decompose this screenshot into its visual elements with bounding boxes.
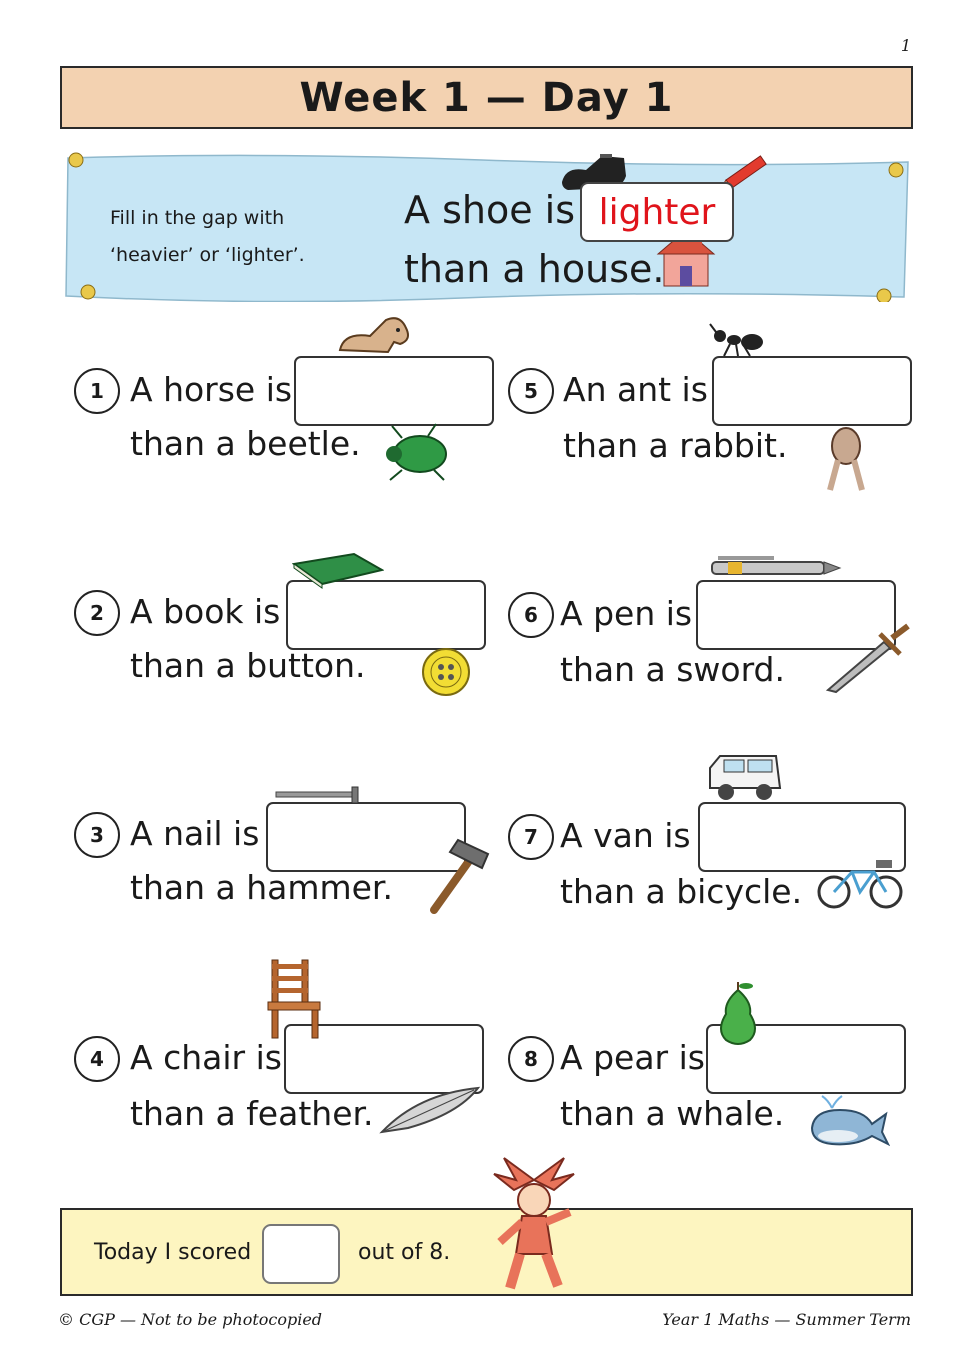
question-number: 7 bbox=[508, 814, 554, 860]
rabbit-icon bbox=[824, 424, 868, 492]
question-text-line-2: than a whale. bbox=[560, 1094, 785, 1133]
question-text-line-1: A pen is bbox=[560, 594, 693, 633]
footer-course: Year 1 Maths — Summer Term bbox=[662, 1310, 911, 1329]
question-number: 5 bbox=[508, 368, 554, 414]
question-number: 8 bbox=[508, 1036, 554, 1082]
feather-icon bbox=[378, 1084, 482, 1136]
chair-icon bbox=[262, 958, 324, 1040]
nail-icon bbox=[272, 786, 362, 804]
question-text-line-2: than a rabbit. bbox=[563, 426, 788, 465]
question-text-line-1: A van is bbox=[560, 816, 691, 855]
question-text-line-1: An ant is bbox=[563, 370, 708, 409]
question-text-line-2: than a button. bbox=[130, 646, 366, 685]
whale-icon bbox=[808, 1094, 890, 1148]
answer-box-5[interactable] bbox=[712, 356, 912, 426]
question-text-line-1: A nail is bbox=[130, 814, 260, 853]
page-title: Week 1 — Day 1 bbox=[299, 74, 674, 121]
van-icon bbox=[706, 752, 786, 804]
answer-box-2[interactable] bbox=[286, 580, 486, 650]
example-banner bbox=[62, 152, 910, 302]
book-icon bbox=[292, 550, 384, 590]
ant-icon bbox=[708, 322, 768, 358]
hammer-icon bbox=[422, 832, 496, 916]
footer-copyright: © CGP — Not to be photocopied bbox=[58, 1310, 323, 1329]
question-text-line-2: than a bicycle. bbox=[560, 872, 803, 911]
example-answer: lighter bbox=[580, 182, 734, 242]
question-text-line-2: than a feather. bbox=[130, 1094, 374, 1133]
question-text-line-2: than a beetle. bbox=[130, 424, 361, 463]
question-text-line-1: A pear is bbox=[560, 1038, 705, 1077]
instruction-text: Fill in the gap with ‘heavier’ or ‘lighter’. bbox=[110, 207, 305, 266]
question-text-line-2: than a sword. bbox=[560, 650, 785, 689]
page-number: 1 bbox=[900, 36, 911, 55]
bicycle-icon bbox=[816, 856, 904, 910]
sword-icon bbox=[824, 620, 916, 694]
score-suffix: out of 8. bbox=[358, 1240, 451, 1265]
example-line-2: than a house. bbox=[404, 247, 665, 291]
question-number: 3 bbox=[74, 812, 120, 858]
question-number: 4 bbox=[74, 1036, 120, 1082]
question-text-line-2: than a hammer. bbox=[130, 868, 393, 907]
question-text-line-1: A book is bbox=[130, 592, 281, 631]
title-bar bbox=[60, 66, 913, 129]
answer-box-1[interactable] bbox=[294, 356, 494, 426]
beetle-icon bbox=[378, 422, 458, 482]
question-text-line-1: A horse is bbox=[130, 370, 293, 409]
score-input-box[interactable] bbox=[262, 1224, 340, 1284]
question-number: 1 bbox=[74, 368, 120, 414]
jester-mascot-icon bbox=[486, 1150, 582, 1296]
example-line-1: A shoe is bbox=[404, 188, 576, 232]
question-number: 6 bbox=[508, 592, 554, 638]
pear-icon bbox=[714, 980, 762, 1046]
question-number: 2 bbox=[74, 590, 120, 636]
question-text-line-1: A chair is bbox=[130, 1038, 282, 1077]
pen-icon bbox=[708, 552, 842, 582]
score-prefix: Today I scored bbox=[94, 1240, 252, 1265]
horse-icon bbox=[330, 310, 416, 360]
button-icon bbox=[420, 646, 472, 698]
